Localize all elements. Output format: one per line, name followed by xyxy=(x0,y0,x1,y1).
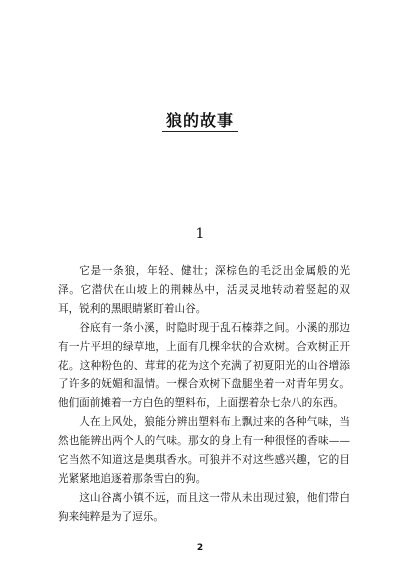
title-underline xyxy=(162,131,238,132)
book-title: 狼的故事 xyxy=(165,111,234,130)
paragraph: 人在上风处，狼能分辨出塑料布上飘过来的各种气味，当然也能辨出两个人的气味。那女的身上有一种很怪的香味——它当然不知道这是奥琪香水。可狼并不对这些感兴趣，它的目光紧紧地追逐着那条雪白的狗。 xyxy=(58,416,350,485)
paragraph: 谷底有一条小溪，时隐时现于乱石榛莽之间。小溪的那边有一片平坦的绿草地，上面有几棵伞状的合欢树。合欢树正开花。这种粉色的、茸茸的花为这个充满了初夏阳光的山谷增添了许多的妩媚和温情。一棵合欢树下盘腿坐着一对青年男女。他们面前摊着一方白色的塑料布，上面摆着杂七杂八的东西。 xyxy=(58,321,350,410)
paragraph: 它是一条狼，年轻、健壮；深棕色的毛泛出金属般的光泽。它潜伏在山坡上的荆棘丛中，活灵灵地转动着竖起的双耳，锐利的黑眼睛紧盯着山谷。 xyxy=(58,265,350,315)
page-number: 2 xyxy=(196,543,204,553)
chapter-number: 1 xyxy=(195,226,205,242)
chapter-body xyxy=(58,262,350,527)
paragraph: 这山谷离小镇不远，而且这一带从未出现过狼，他们带白狗来纯粹是为了逗乐。 xyxy=(58,491,350,523)
